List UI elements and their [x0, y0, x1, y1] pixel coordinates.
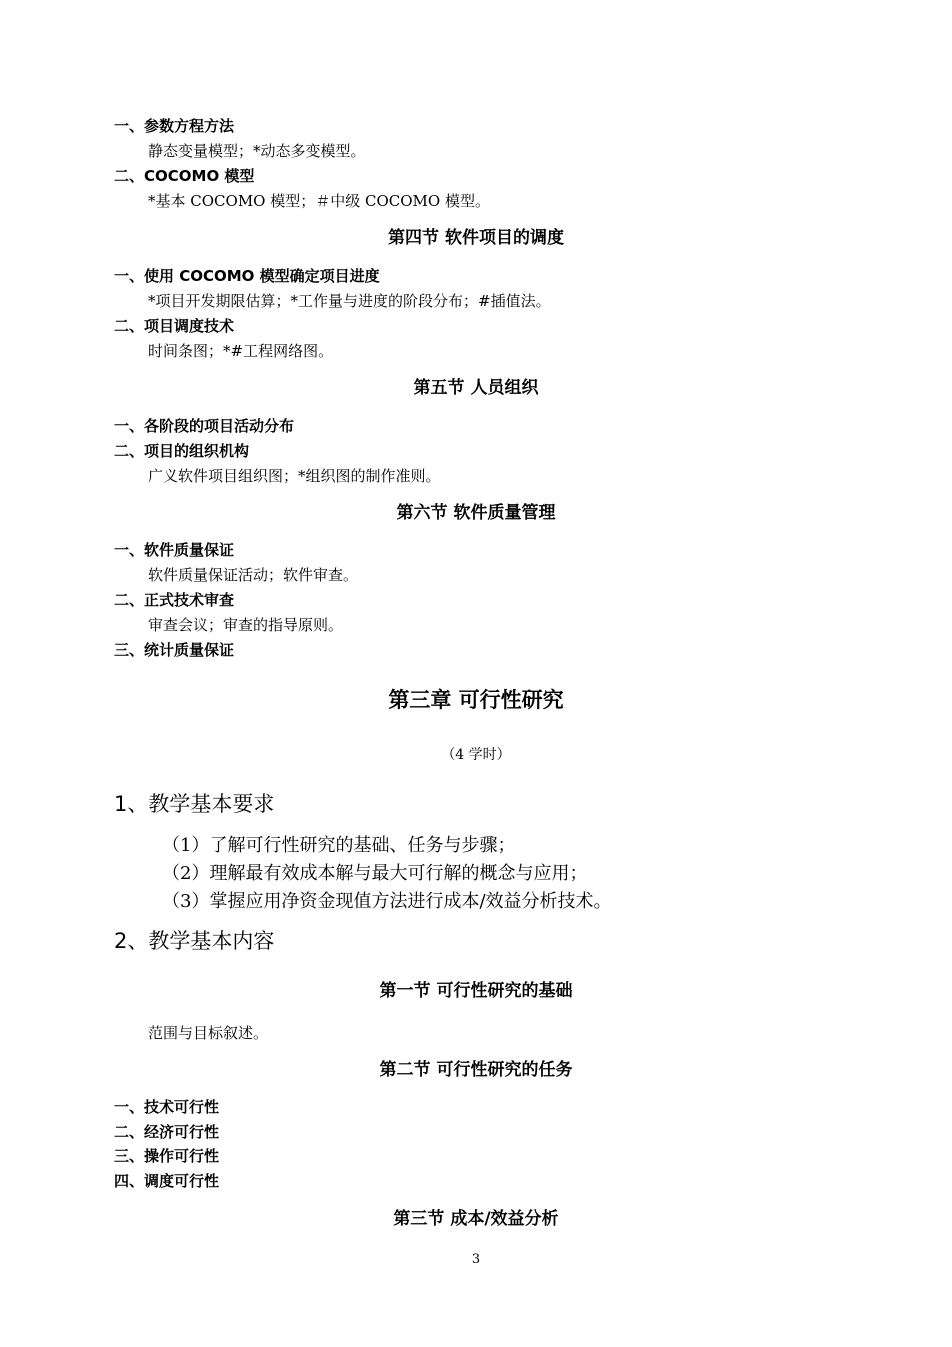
text-cocomo-schedule: *项目开发期限估算；*工作量与进度的阶段分布；#插值法。 [148, 292, 551, 310]
requirement-3: （3）掌握应用净资金现值方法进行成本/效益分析技术。 [162, 891, 612, 912]
heading-param-equation: 一、参数方程方法 [114, 117, 235, 135]
page-number: 3 [471, 1252, 481, 1267]
task-technical: 一、技术可行性 [114, 1098, 220, 1116]
task-economic: 二、经济可行性 [114, 1123, 220, 1141]
heading-organization: 二、项目的组织机构 [114, 442, 250, 460]
text-schedule-tech: 时间条图；*#工程网络图。 [148, 342, 334, 360]
heading-statistical-qa: 三、统计质量保证 [114, 641, 235, 659]
text-quality-assurance: 软件质量保证活动；软件审查。 [148, 566, 359, 584]
chapter-section-1-title: 第一节 可行性研究的基础 [379, 981, 573, 1001]
text-param-equation: 静态变量模型；*动态多变模型。 [148, 142, 366, 160]
chapter-title: 第三章 可行性研究 [388, 688, 564, 712]
section-5-title: 第五节 人员组织 [413, 378, 539, 398]
chapter-section-1-text: 范围与目标叙述。 [148, 1024, 269, 1042]
heading-quality-assurance: 一、软件质量保证 [114, 541, 235, 559]
heading-technical-review: 二、正式技术审查 [114, 591, 235, 609]
content-heading: 2、教学基本内容 [114, 929, 275, 953]
text-technical-review: 审查会议；审查的指导原则。 [148, 616, 344, 634]
task-operational: 三、操作可行性 [114, 1147, 220, 1165]
requirement-1: （1）了解可行性研究的基础、任务与步骤； [162, 835, 516, 856]
text-cocomo: *基本 COCOMO 模型；＃中级 COCOMO 模型。 [148, 192, 490, 210]
task-schedule: 四、调度可行性 [114, 1172, 220, 1190]
section-6-title: 第六节 软件质量管理 [396, 503, 556, 523]
heading-schedule-tech: 二、项目调度技术 [114, 317, 235, 335]
heading-activity-distribution: 一、各阶段的项目活动分布 [114, 417, 295, 435]
text-organization: 广义软件项目组织图；*组织图的制作准则。 [148, 467, 441, 485]
chapter-hours: （4 学时） [441, 747, 511, 763]
heading-cocomo-schedule: 一、使用 COCOMO 模型确定项目进度 [114, 267, 380, 285]
chapter-section-3-title: 第三节 成本/效益分析 [393, 1209, 559, 1229]
requirements-heading: 1、教学基本要求 [114, 792, 275, 816]
chapter-section-2-title: 第二节 可行性研究的任务 [379, 1060, 573, 1080]
requirement-2: （2）理解最有效成本解与最大可行解的概念与应用； [162, 863, 588, 884]
section-4-title: 第四节 软件项目的调度 [388, 228, 564, 248]
heading-cocomo: 二、COCOMO 模型 [114, 167, 255, 185]
